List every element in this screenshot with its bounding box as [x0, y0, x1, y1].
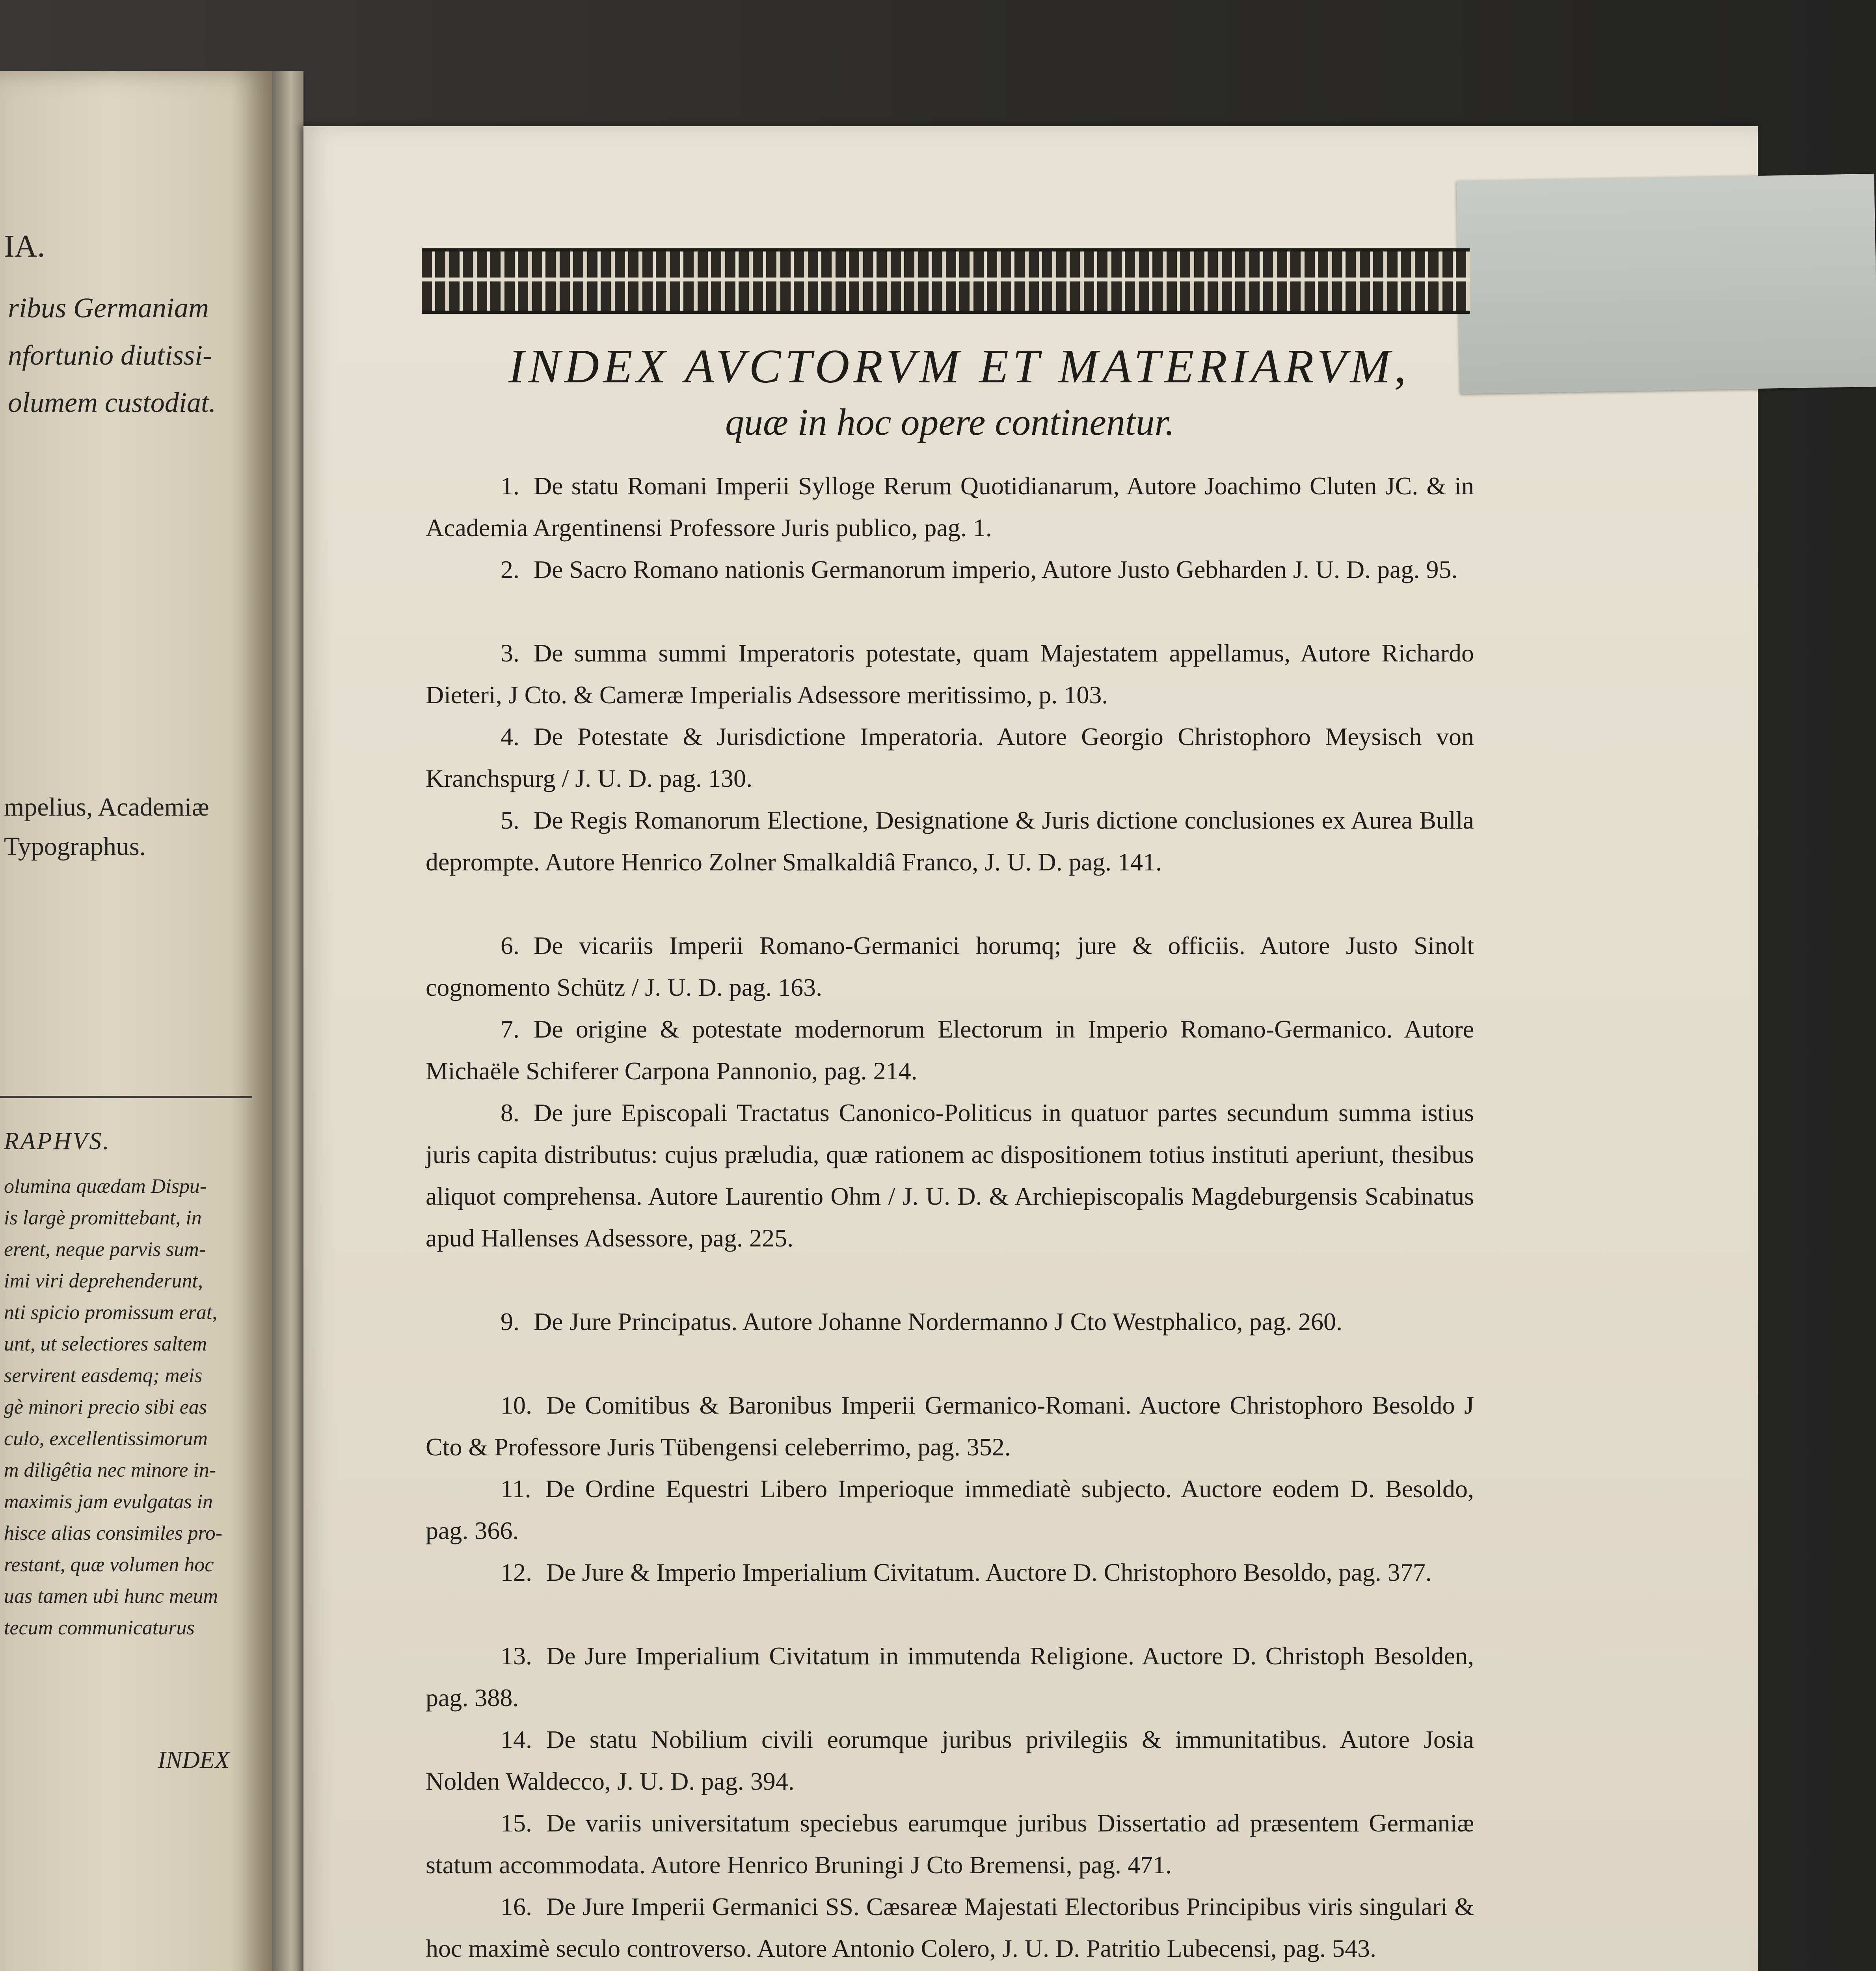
entry-number: 4.	[501, 723, 519, 751]
entry-number: 12.	[501, 1558, 532, 1586]
entry-text: De statu Nobilium civili eorumque juribus privilegiis & immunitatibus. Autore Josia Nolden Waldecco, J. U. D. pag. 394.	[426, 1725, 1474, 1795]
left-line: culo, excellentissimorum	[4, 1427, 208, 1450]
entry-number: 2.	[501, 555, 519, 583]
left-line: olumem custodiat.	[8, 387, 216, 418]
entry-number: 10.	[501, 1391, 532, 1419]
index-entry	[426, 1384, 1474, 1468]
entry-number: 8.	[501, 1099, 519, 1127]
entry-number: 16.	[501, 1893, 532, 1921]
left-line: m diligêtia nec minore in-	[4, 1459, 216, 1481]
entry-text: De variis universitatum speciebus earumque juribus Dissertatio ad præsentem Germaniæ statum accommodata. Autore Henrico Bruningi J Cto Bremensi, pag. 471.	[426, 1809, 1474, 1879]
entry-text: De summa summi Imperatoris potestate, quam Majestatem appellamus, Autore Richardo Dieteri, J Cto. & Cameræ Imperialis Adsessore meritissimo, p. 103.	[426, 639, 1474, 709]
entry-number: 14.	[501, 1725, 532, 1753]
index-entry	[426, 1635, 1474, 1719]
left-line: nfortunio diutissi-	[8, 339, 212, 371]
left-line: olumina quædam Dispu-	[4, 1175, 207, 1198]
entry-number: 7.	[501, 1015, 519, 1043]
entry-text: De Potestate & Jurisdictione Imperatoria. Autore Georgio Christophoro Meysisch von Kranchspurg / J. U. D. pag. 130.	[426, 723, 1474, 792]
entry-text: De jure Episcopali Tractatus Canonico-Politicus in quatuor partes secundum summa istius juris capita distributus: cujus præludia, quæ rationem ac dispositionem totius instituti aperiunt, thesibus aliquot comprehensa. Autore Laurentio Ohm / J. U. D. & Archiepiscopalis Magdeburgensis Scabinatus apud Hallenses Adsessore, pag. 225.	[426, 1099, 1474, 1252]
ornamental-headpiece	[422, 248, 1470, 314]
index-entry	[426, 1886, 1474, 1969]
index-entry	[426, 1802, 1474, 1886]
entry-text: De Jure Imperialium Civitatum in immutenda Religione. Auctore D. Christoph Besolden, pag. 388.	[426, 1642, 1474, 1712]
entry-number: 1.	[501, 472, 519, 500]
entry-number: 9.	[501, 1308, 519, 1336]
index-entry	[426, 549, 1474, 591]
index-entry	[426, 1092, 1474, 1259]
entry-text: De Sacro Romano nationis Germanorum imperio, Autore Justo Gebharden J. U. D. pag. 95.	[534, 555, 1458, 583]
paper-bookmark-strip	[1456, 174, 1876, 394]
left-line: unt, ut selectiores saltem	[4, 1333, 207, 1355]
entry-number: 5.	[501, 806, 519, 834]
left-page	[0, 71, 272, 1971]
entry-text: De Jure Principatus. Autore Johanne Nordermanno J Cto Westphalico, pag. 260.	[534, 1308, 1342, 1336]
index-entry	[426, 1969, 1474, 1971]
left-line: servirent easdemq; meis	[4, 1364, 203, 1387]
left-line: gè minori precio sibi eas	[4, 1396, 207, 1418]
left-line: uas tamen ubi hunc meum	[4, 1585, 218, 1608]
entry-text: De Regis Romanorum Electione, Designatione & Juris dictione conclusiones ex Aurea Bulla deprompte. Autore Henrico Zolner Smalkaldiâ Franco, J. U. D. pag. 141.	[426, 806, 1474, 876]
index-entry	[426, 925, 1474, 1008]
left-line: maximis jam evulgatas in	[4, 1490, 213, 1513]
entry-text: De statu Romani Imperii Sylloge Rerum Quotidianarum, Autore Joachimo Cluten JC. & in Academia Argentinensi Professore Juris publico, pag. 1.	[426, 472, 1474, 542]
left-line: tecum communicaturus	[4, 1617, 195, 1639]
entry-text: De Comitibus & Baronibus Imperii Germanico-Romani. Auctore Christophoro Besoldo J Cto & Professore Juris Tübengensi celeberrimo, pag. 352.	[426, 1391, 1474, 1461]
entry-number: 13.	[501, 1642, 532, 1670]
index-entry	[426, 1719, 1474, 1802]
left-line: restant, quæ volumen hoc	[4, 1554, 214, 1576]
index-entry	[426, 632, 1474, 716]
index-entry	[426, 799, 1474, 883]
index-entry	[426, 1301, 1474, 1343]
entry-number: 15.	[501, 1809, 532, 1837]
entry-number: 11.	[501, 1475, 531, 1503]
left-heading: RAPHVS.	[4, 1128, 111, 1155]
left-line: nti spicio promissum erat,	[4, 1301, 218, 1324]
left-line: ribus Germaniam	[8, 292, 209, 324]
index-entry	[426, 1468, 1474, 1552]
left-catchword: INDEX	[158, 1747, 230, 1774]
entry-text: De Ordine Equestri Libero Imperioque immediatè subjecto. Auctore eodem D. Besoldo, pag. 366.	[426, 1475, 1474, 1544]
entry-text: De Jure Imperii Germanici SS. Cæsareæ Majestati Electoribus Principibus viris singulari & hoc maximè seculo controverso. Autore Antonio Colero, J. U. D. Patritio Lubecensi, pag. 543.	[426, 1893, 1474, 1962]
divider-rule	[0, 1096, 252, 1098]
left-line: IA.	[4, 229, 45, 264]
index-entry	[426, 1552, 1474, 1593]
index-title: INDEX AVCTORVM ET MATERIARVM,	[508, 340, 1410, 393]
entry-text: De Jure & Imperio Imperialium Civitatum. Auctore D. Christophoro Besoldo, pag. 377.	[546, 1558, 1432, 1586]
book-gutter	[272, 71, 303, 1971]
index-entry	[426, 716, 1474, 799]
entry-number: 6.	[501, 931, 519, 959]
left-line: mpelius, Academiæ	[4, 793, 209, 822]
entry-number: 3.	[501, 639, 519, 667]
index-subtitle: quæ in hoc opere continentur.	[725, 401, 1175, 443]
entry-text: De origine & potestate modernorum Electorum in Imperio Romano-Germanico. Autore Michaële Schiferer Carpona Pannonio, pag. 214.	[426, 1015, 1474, 1085]
left-line: erent, neque parvis sum-	[4, 1238, 206, 1261]
index-entry	[426, 1008, 1474, 1092]
left-line: hisce alias consimiles pro-	[4, 1522, 223, 1544]
entry-text: De vicariis Imperii Romano-Germanici horumq; jure & officiis. Autore Justo Sinolt cognomento Schütz / J. U. D. pag. 163.	[426, 931, 1474, 1001]
index-entry	[426, 465, 1474, 549]
left-line: Typographus.	[4, 832, 146, 861]
left-line: is largè promittebant, in	[4, 1207, 202, 1229]
left-line: imi viri deprehenderunt,	[4, 1270, 203, 1292]
